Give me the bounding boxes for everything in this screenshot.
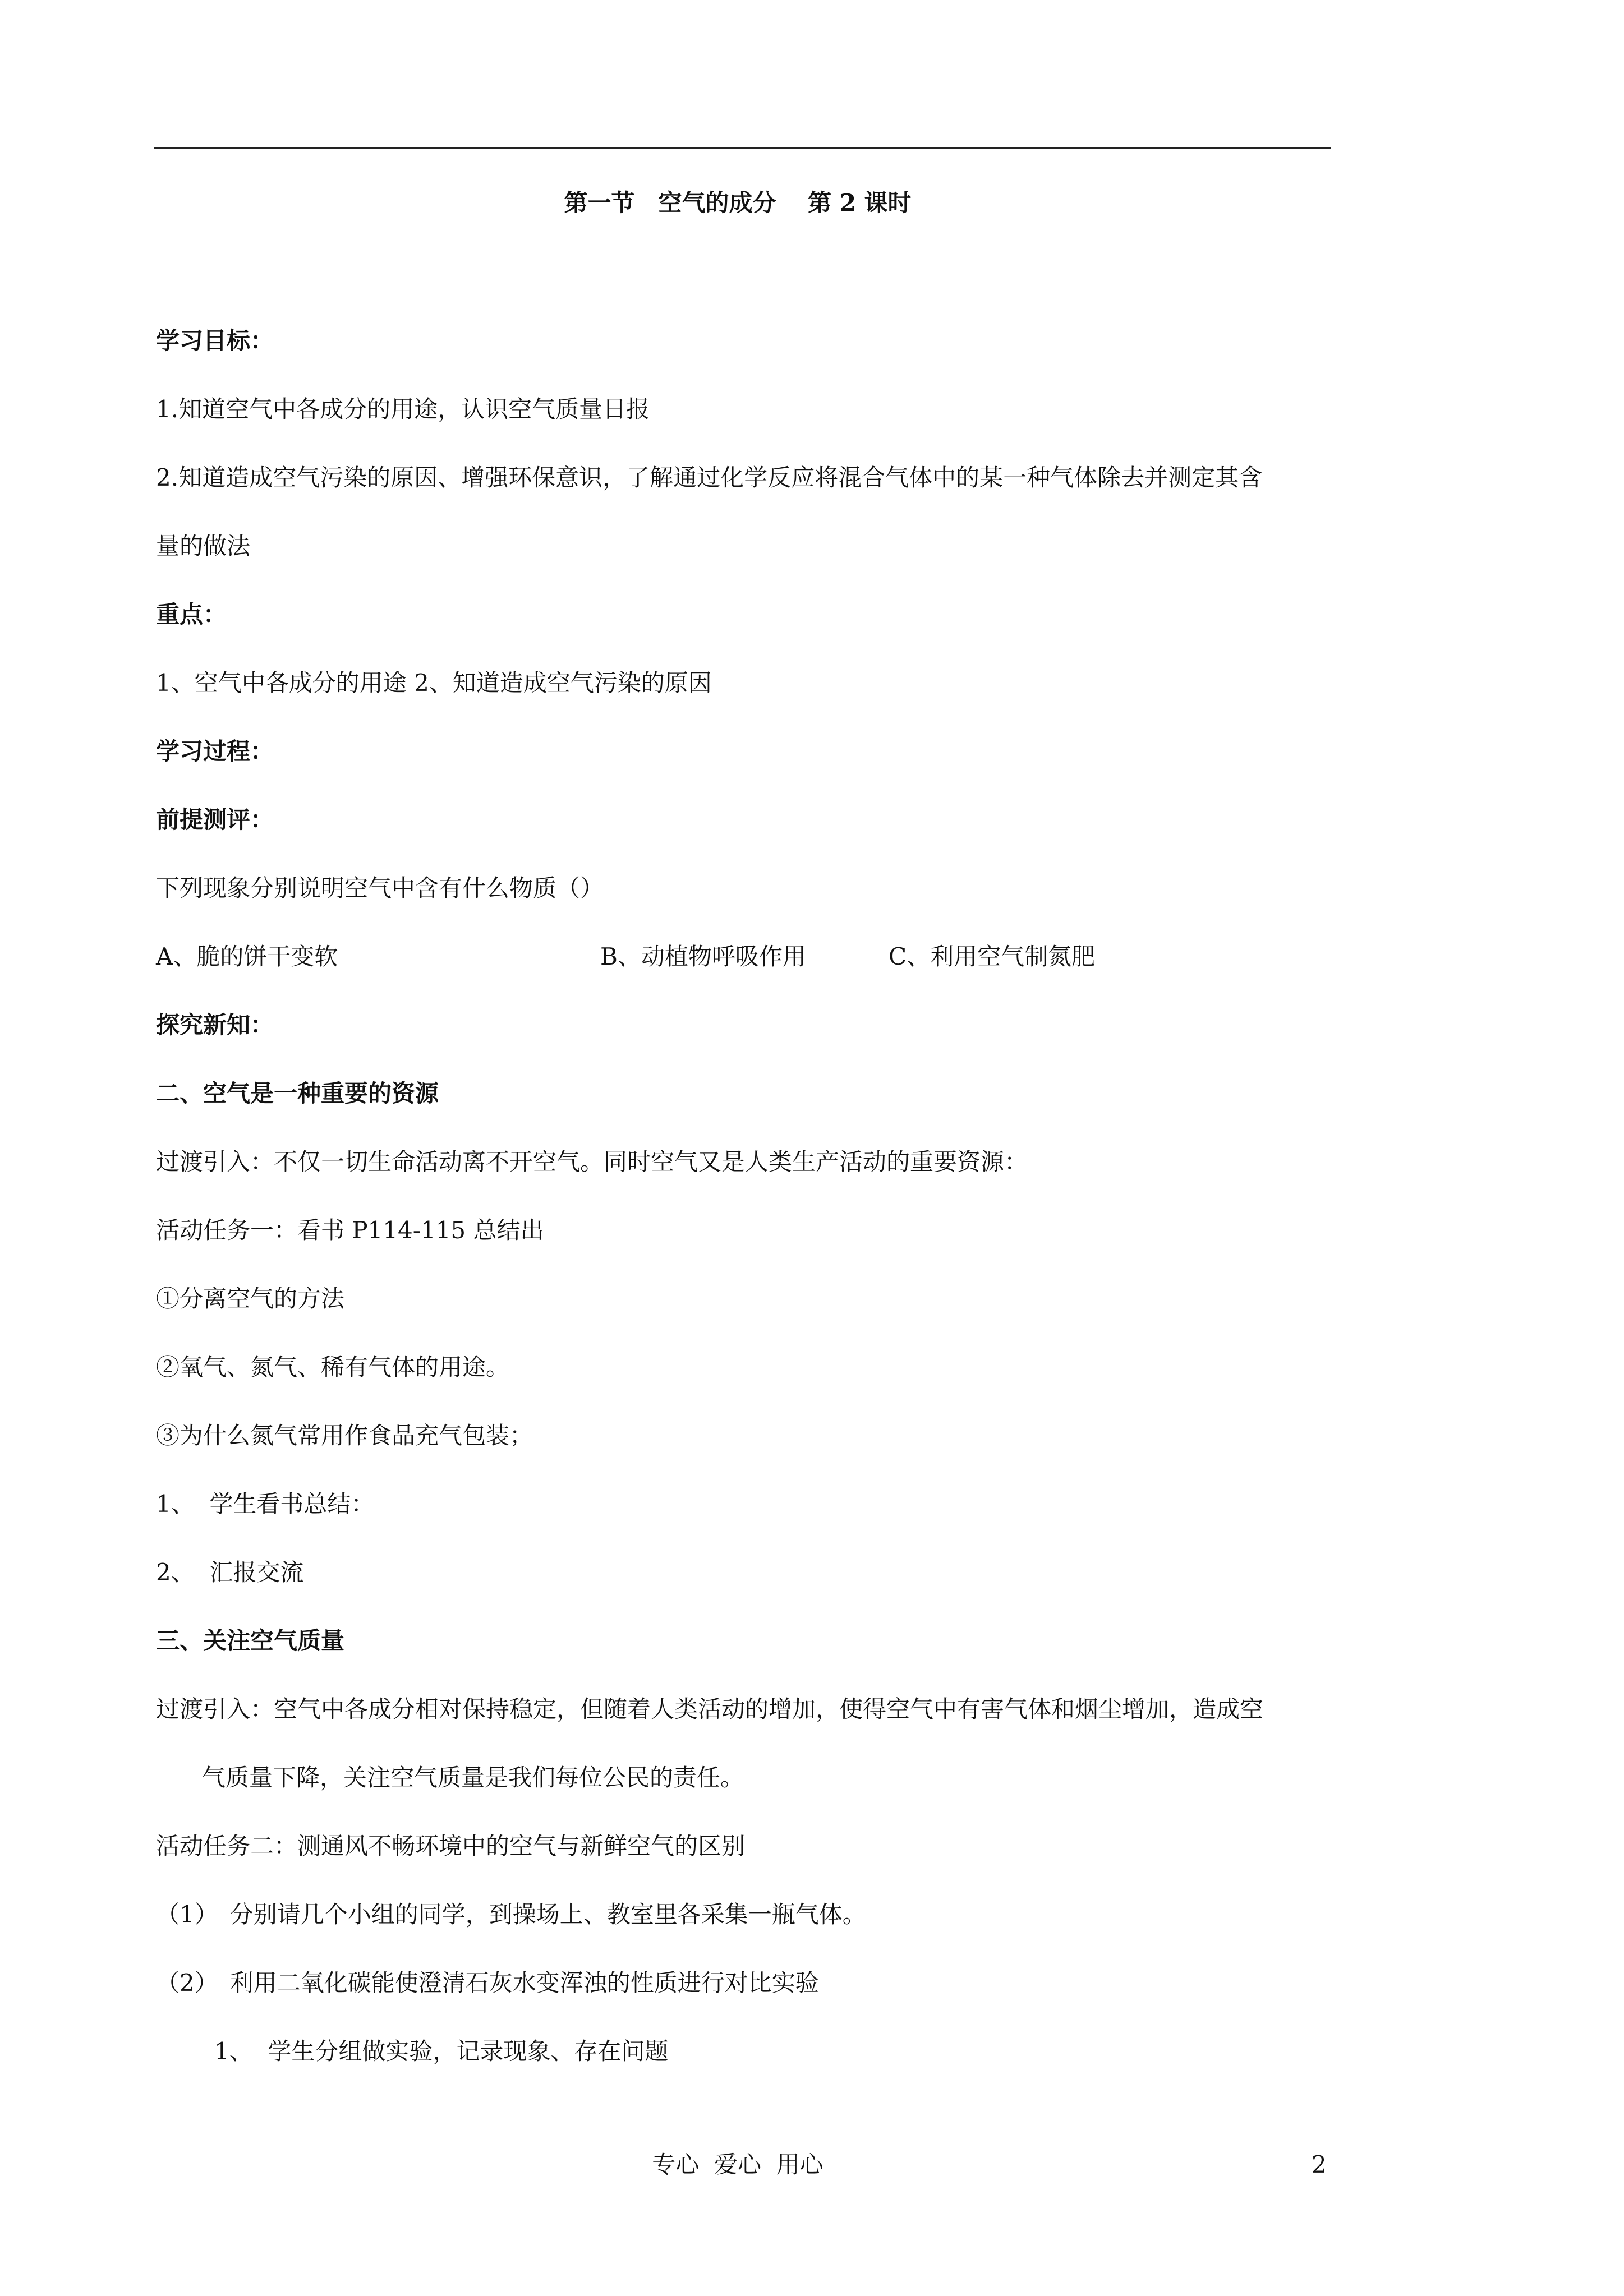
section-3-intro-line-2: 气质量下降，关注空气质量是我们每位公民的责任。 bbox=[202, 1764, 744, 1791]
task-1-step-1: 1、 学生看书总结： bbox=[156, 1490, 375, 1518]
objective-1: 1.知道空气中各成分的用途，认识空气质量日报 bbox=[156, 395, 650, 423]
section-2-intro: 过渡引入：不仅一切生命活动离不开空气。同时空气又是人类生产活动的重要资源： bbox=[156, 1148, 1028, 1175]
page-title: 第一节 空气的成分 第 2 课时 bbox=[564, 189, 912, 216]
section-3-heading: 三、关注空气质量 bbox=[156, 1627, 345, 1654]
footer-text: 专心 爱心 用心 bbox=[652, 2151, 823, 2178]
task-2-item-1: （1） 分别请几个小组的同学，到操场上、教室里各采集一瓶气体。 bbox=[156, 1901, 866, 1928]
key-points: 1、空气中各成分的用途 2、知道造成空气污染的原因 bbox=[156, 669, 712, 697]
section-3-intro-line-1: 过渡引入：空气中各成分相对保持稳定，但随着人类活动的增加，使得空气中有害气体和烟尘增加，造成空 bbox=[156, 1695, 1264, 1723]
pretest-heading: 前提测评： bbox=[156, 806, 274, 833]
option-a: A、脆的饼干变软 bbox=[156, 943, 338, 970]
option-b: B、动植物呼吸作用 bbox=[600, 943, 806, 970]
task-1-step-2: 2、 汇报交流 bbox=[156, 1559, 304, 1586]
task-2-step-1: 1、 学生分组做实验，记录现象、存在问题 bbox=[214, 2037, 669, 2065]
task-2: 活动任务二：测通风不畅环境中的空气与新鲜空气的区别 bbox=[156, 1832, 746, 1860]
pretest-question: 下列现象分别说明空气中含有什么物质（） bbox=[156, 874, 604, 902]
header-rule bbox=[154, 147, 1331, 149]
task-2-item-2: （2） 利用二氧化碳能使澄清石灰水变浑浊的性质进行对比实验 bbox=[156, 1969, 819, 1997]
objective-2-line-1: 2.知道造成空气污染的原因、增强环保意识，了解通过化学反应将混合气体中的某一种气体除去并测定其含 bbox=[156, 464, 1263, 491]
task-1-item-1: ①分离空气的方法 bbox=[156, 1285, 345, 1312]
task-1-item-2: ②氧气、氮气、稀有气体的用途。 bbox=[156, 1353, 510, 1381]
option-c: C、利用空气制氮肥 bbox=[889, 943, 1096, 970]
key-points-heading: 重点： bbox=[156, 601, 227, 628]
page-number: 2 bbox=[1312, 2151, 1327, 2178]
task-1-item-3: ③为什么氮气常用作食品充气包装； bbox=[156, 1422, 533, 1449]
pretest-options bbox=[156, 940, 1334, 974]
process-heading: 学习过程： bbox=[156, 737, 274, 765]
explore-heading: 探究新知： bbox=[156, 1011, 274, 1039]
objective-2-line-2: 量的做法 bbox=[156, 532, 251, 560]
task-1: 活动任务一：看书 P114-115 总结出 bbox=[156, 1216, 544, 1244]
objectives-heading: 学习目标： bbox=[156, 327, 274, 354]
section-2-heading: 二、空气是一种重要的资源 bbox=[156, 1080, 439, 1107]
